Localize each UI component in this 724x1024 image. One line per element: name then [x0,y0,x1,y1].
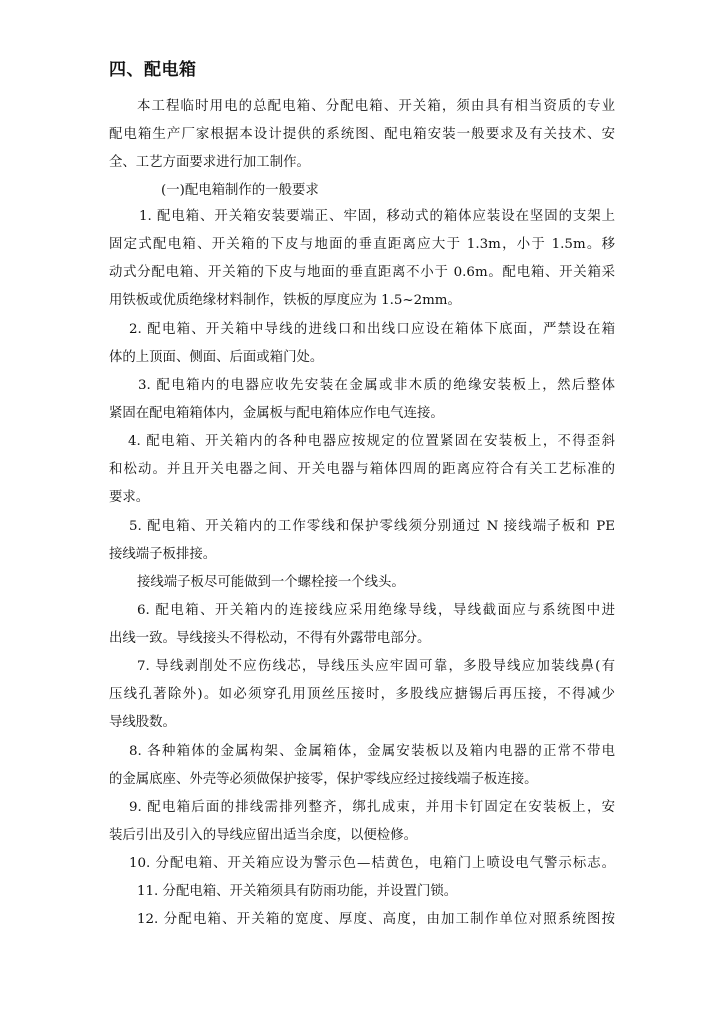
paragraph-line: 要求。 [109,490,150,505]
paragraph-line: 6. 配电箱、开关箱内的连接线应采用绝缘导线，导线截面应与系统图中进 [137,603,615,618]
paragraph-line: 导线股数。 [109,715,176,730]
paragraph-line: 接线端子板排接。 [109,547,217,562]
paragraph-line: 11. 分配电箱、开关箱须具有防雨功能，并设置门锁。 [137,884,458,899]
paragraph-line: 配电箱生产厂家根据本设计提供的系统图、配电箱安装一般要求及有关技术、安 [109,127,615,142]
section-heading: 四、配电箱 [109,60,197,80]
paragraph-line: 4. 配电箱、开关箱内的各种电器应按规定的位置紧固在安装板上，不得歪斜 [128,434,615,449]
paragraph-line: 12. 分配电箱、开关箱的宽度、厚度、高度，由加工制作单位对照系统图按 [137,912,615,927]
paragraph-line: 固定式配电箱、开关箱的下皮与地面的垂直距离应大于 1.3m，小于 1.5m。移 [109,237,615,252]
paragraph-line: 9. 配电箱后面的排线需排列整齐，绑扎成束，并用卡钉固定在安装板上，安 [129,800,615,815]
paragraph-line: 7. 导线剥削处不应伤线芯，导线压头应牢固可靠，多股导线应加装线鼻(有 [137,659,615,674]
paragraph-line: 5. 配电箱、开关箱内的工作零线和保护零线须分别通过 N 接线端子板和 PE [129,519,615,534]
paragraph-line: 压线孔著除外)。如必须穿孔用顶丝压接时，多股线应搪锡后再压接，不得减少 [109,687,615,702]
paragraph-line: 8. 各种箱体的金属构架、金属箱体，金属安装板以及箱内电器的正常不带电 [129,744,615,759]
paragraph-line: 3. 配电箱内的电器应收先安装在金属或非木质的绝缘安装板上，然后整体 [138,378,615,393]
paragraph-line: 接线端子板尽可能做到一个螺栓接一个线头。 [137,575,405,590]
paragraph-line: 本工程临时用电的总配电箱、分配电箱、开关箱，须由具有相当资质的专业 [137,99,615,114]
paragraph-line: 全、工艺方面要求进行加工制作。 [109,155,310,170]
paragraph-line: 体的上顶面、侧面、后面或箱门处。 [109,350,324,365]
paragraph-line: 装后引出及引入的导线应留出适当余度，以便检修。 [109,828,417,843]
paragraph-line: 的金属底座、外壳等必须做保护接零，保护零线应经过接线端子板连接。 [109,772,538,787]
paragraph-line: 1. 配电箱、开关箱安装要端正、牢固，移动式的箱体应装设在坚固的支架上 [139,209,615,224]
paragraph-line: 10. 分配电箱、开关箱应设为警示色—桔黄色，电箱门上喷设电气警示标志。 [129,856,615,871]
paragraph-line: 2. 配电箱、开关箱中导线的进线口和出线口应设在箱体下底面，严禁设在箱 [129,322,615,337]
paragraph-line: 和松动。并且开关电器之间、开关电器与箱体四周的距离应符合有关工艺标准的 [109,462,615,477]
paragraph-line: 用铁板或优质绝缘材料制作，铁板的厚度应为 1.5~2mm。 [109,293,461,308]
paragraph-line: 紧固在配电箱箱体内，金属板与配电箱体应作电气连接。 [109,406,444,421]
paragraph-line: 出线一致。导线接头不得松动，不得有外露带电部分。 [109,631,431,646]
subsection-heading: (一)配电箱制作的一般要求 [161,183,319,198]
paragraph-line: 动式分配电箱、开关箱的下皮与地面的垂直距离不小于 0.6m。配电箱、开关箱采 [109,265,615,280]
